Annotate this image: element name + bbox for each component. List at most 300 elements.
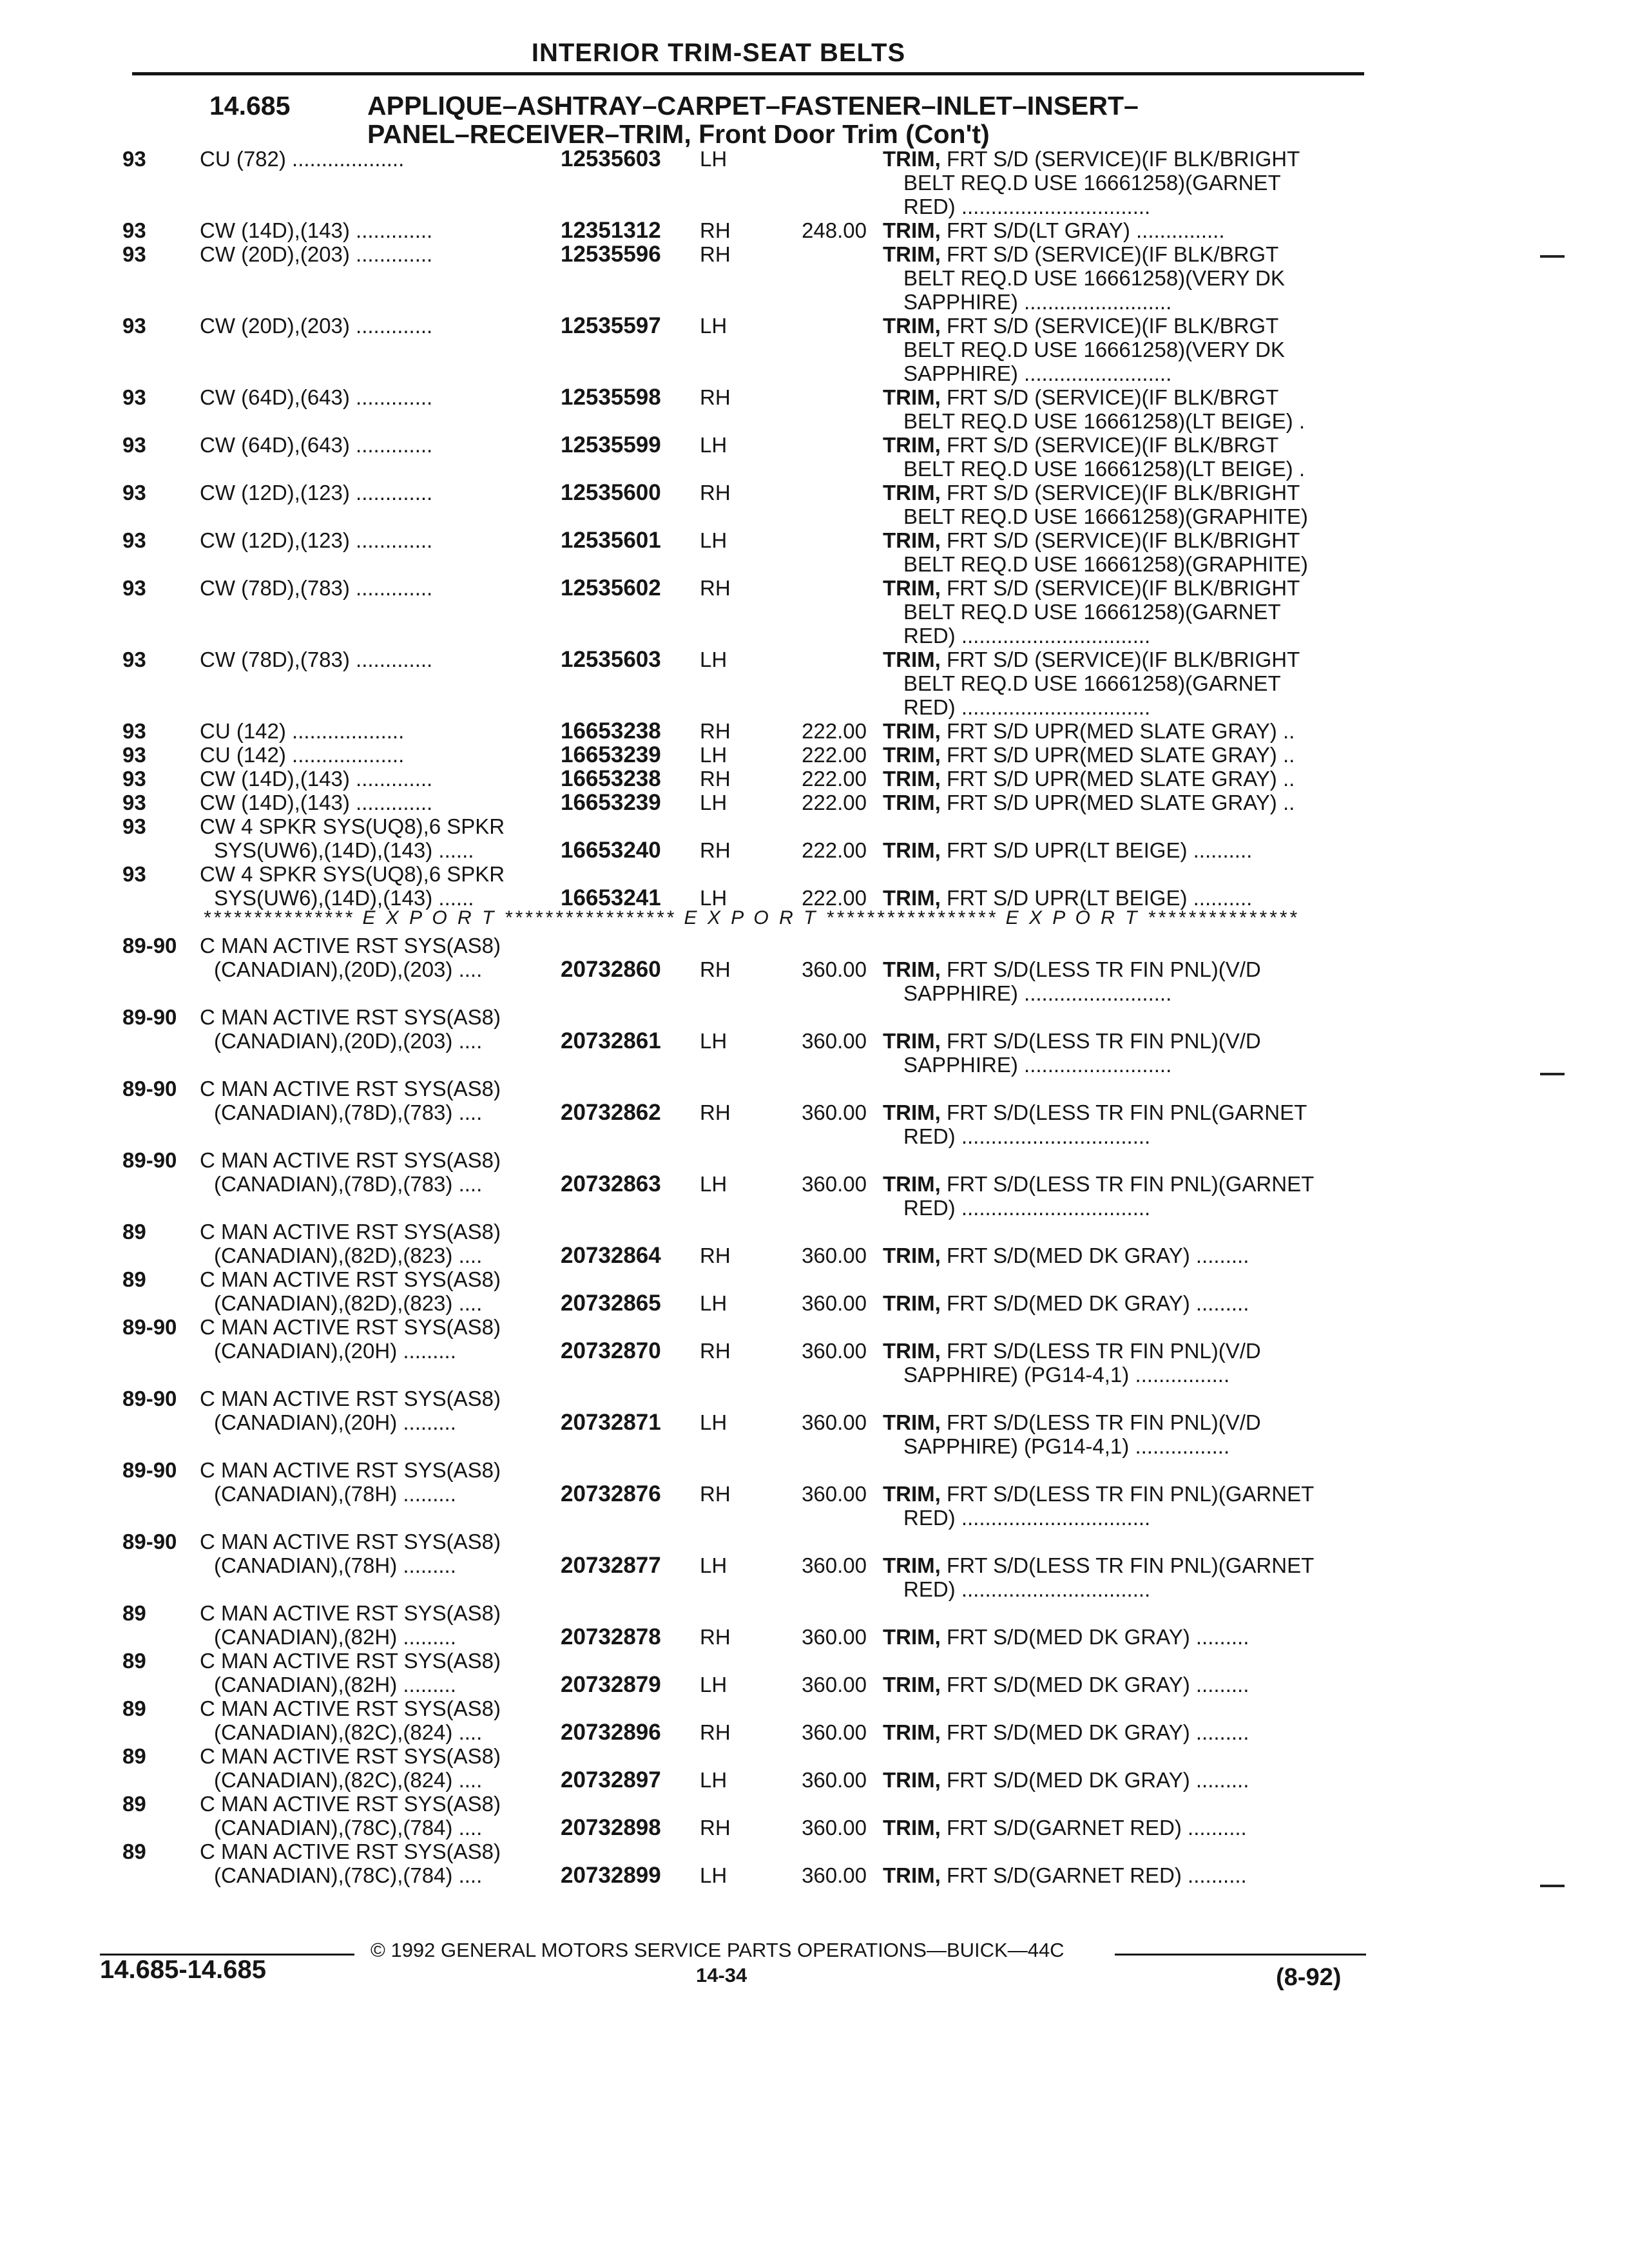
model-year: 89: [122, 1744, 146, 1768]
description-line: BELT REQ.D USE 16661258)(GARNET: [903, 171, 1281, 195]
application: [200, 1267, 561, 1315]
description-keyword: TRIM,: [883, 433, 941, 457]
part-number: 20732876: [561, 1481, 661, 1506]
side: RH: [700, 385, 731, 409]
application-line: CW (12D),(123) .............: [200, 528, 433, 552]
description-line: [883, 886, 1360, 910]
model-year: 89: [122, 1267, 146, 1291]
description-text: FRT S/D UPR(MED SLATE GRAY) ..: [947, 743, 1295, 767]
application: [200, 1649, 561, 1696]
application: [200, 481, 561, 505]
description: [883, 1768, 1360, 1792]
application: [200, 814, 561, 862]
application-line: (CANADIAN),(20H) .........: [214, 1410, 456, 1434]
application-line: CW (78D),(783) .............: [200, 648, 433, 671]
price: 360.00: [802, 1768, 867, 1792]
description-line: BELT REQ.D USE 16661258)(VERY DK: [903, 266, 1285, 290]
description-line: [883, 242, 1360, 266]
model-year: 93: [122, 743, 146, 767]
description-line: RED) ................................: [903, 195, 1151, 218]
description-line: [883, 1029, 1360, 1053]
side: LH: [700, 743, 728, 767]
description-line: [883, 385, 1360, 409]
description-line: [883, 1720, 1360, 1744]
model-year: 93: [122, 814, 146, 838]
model-year: 89-90: [122, 934, 177, 957]
side: RH: [700, 1720, 731, 1744]
side: LH: [700, 147, 728, 171]
description-keyword: TRIM,: [883, 648, 941, 671]
part-number: 20732897: [561, 1767, 661, 1792]
side: RH: [700, 1244, 731, 1267]
application: [200, 1387, 561, 1434]
description-line: [883, 1482, 1360, 1506]
description-text: FRT S/D (SERVICE)(IF BLK/BRGT: [947, 314, 1279, 338]
part-number: 20732877: [561, 1553, 661, 1578]
application: [200, 1530, 561, 1577]
model-year: 93: [122, 648, 146, 671]
description-line: [883, 838, 1360, 862]
description: [883, 719, 1360, 743]
application-line: C MAN ACTIVE RST SYS(AS8): [200, 1148, 501, 1172]
description-keyword: TRIM,: [883, 719, 941, 743]
side: RH: [700, 1100, 731, 1124]
application: [200, 242, 561, 266]
description: [883, 1291, 1360, 1315]
application: [200, 314, 561, 338]
section-title-line-1: APPLIQUE–ASHTRAY–CARPET–FASTENER–INLET–INSERT–: [367, 91, 1139, 120]
model-year: 89-90: [122, 1458, 177, 1482]
side: LH: [700, 648, 728, 671]
application-line: CW (20D),(203) .............: [200, 314, 433, 338]
part-number: 20732860: [561, 957, 661, 982]
application-line: C MAN ACTIVE RST SYS(AS8): [200, 1315, 501, 1339]
description-keyword: TRIM,: [883, 1625, 941, 1649]
side: LH: [700, 314, 728, 338]
side: RH: [700, 767, 731, 791]
description: [883, 1553, 1360, 1601]
description-text: FRT S/D(LESS TR FIN PNL)(GARNET: [947, 1172, 1315, 1196]
part-number: 20732863: [561, 1171, 661, 1196]
description-keyword: TRIM,: [883, 1244, 941, 1267]
side: LH: [700, 791, 728, 814]
application-line: C MAN ACTIVE RST SYS(AS8): [200, 1267, 501, 1291]
model-year: 93: [122, 791, 146, 814]
footer-rule-right: [1115, 1954, 1366, 1956]
part-number: 12535597: [561, 313, 661, 338]
application-line: C MAN ACTIVE RST SYS(AS8): [200, 1387, 501, 1410]
part-number: 12535602: [561, 575, 661, 601]
description: [883, 385, 1360, 433]
description-keyword: TRIM,: [883, 1673, 941, 1696]
side: RH: [700, 1339, 731, 1363]
description-line: [883, 1172, 1360, 1196]
description-line: BELT REQ.D USE 16661258)(GARNET: [903, 671, 1281, 695]
application: [200, 528, 561, 552]
footer-copyright: © 1992 GENERAL MOTORS SERVICE PARTS OPERATIONS—BUICK—44C: [371, 1939, 1065, 1961]
description-line: [883, 1291, 1360, 1315]
description-line: RED) ................................: [903, 695, 1151, 719]
part-number: 20732898: [561, 1815, 661, 1840]
application: [200, 767, 561, 791]
application-line: C MAN ACTIVE RST SYS(AS8): [200, 1792, 501, 1816]
model-year: 89: [122, 1840, 146, 1863]
application-line: C MAN ACTIVE RST SYS(AS8): [200, 1696, 501, 1720]
description: [883, 1673, 1360, 1696]
description-line: BELT REQ.D USE 16661258)(LT BEIGE) .: [903, 457, 1305, 481]
export-divider: *************** E X P O R T ***************** E X P O R T ***************** E X P O R T ***************: [203, 907, 1299, 928]
description-line: [883, 1410, 1360, 1434]
side: RH: [700, 1482, 731, 1506]
model-year: 93: [122, 242, 146, 266]
application-line: CW (14D),(143) .............: [200, 218, 433, 242]
application: [200, 433, 561, 457]
application: [200, 862, 561, 910]
description-keyword: TRIM,: [883, 1553, 941, 1577]
section-title: [367, 91, 1398, 148]
price: 360.00: [802, 1029, 867, 1053]
description-line: [883, 1816, 1360, 1840]
price: 360.00: [802, 1720, 867, 1744]
section-number: 14.685: [209, 91, 291, 120]
part-number: 16653238: [561, 718, 661, 744]
application-line: C MAN ACTIVE RST SYS(AS8): [200, 1530, 501, 1553]
description-line: RED) ................................: [903, 1124, 1151, 1148]
application-line: CW (14D),(143) .............: [200, 767, 433, 791]
application-line: (CANADIAN),(82D),(823) ....: [214, 1291, 483, 1315]
description-text: FRT S/D(MED DK GRAY) .........: [947, 1768, 1249, 1792]
application-line: (CANADIAN),(82H) .........: [214, 1625, 456, 1649]
part-number: 12535599: [561, 432, 661, 457]
description-text: FRT S/D(MED DK GRAY) .........: [947, 1625, 1249, 1649]
description-line: SAPPHIRE) .........................: [903, 361, 1172, 385]
description-text: FRT S/D(MED DK GRAY) .........: [947, 1720, 1249, 1744]
application: [200, 1220, 561, 1267]
description: [883, 1482, 1360, 1530]
description-line: [883, 719, 1360, 743]
side: RH: [700, 719, 731, 743]
description-keyword: TRIM,: [883, 1482, 941, 1506]
application-line: CW 4 SPKR SYS(UQ8),6 SPKR: [200, 862, 505, 886]
description: [883, 1863, 1360, 1887]
description-line: [883, 791, 1360, 814]
side: RH: [700, 218, 731, 242]
model-year: 89-90: [122, 1315, 177, 1339]
price: 222.00: [802, 719, 867, 743]
description-keyword: TRIM,: [883, 1863, 941, 1887]
application-line: (CANADIAN),(82C),(824) ....: [214, 1720, 483, 1744]
description-keyword: TRIM,: [883, 385, 941, 409]
description: [883, 1339, 1360, 1387]
side: LH: [700, 1863, 728, 1887]
application-line: CW (64D),(643) .............: [200, 433, 433, 457]
application-line: C MAN ACTIVE RST SYS(AS8): [200, 1458, 501, 1482]
description: [883, 1172, 1360, 1220]
application-line: CU (142) ...................: [200, 743, 405, 767]
description-line: RED) ................................: [903, 624, 1151, 648]
model-year: 93: [122, 719, 146, 743]
description-text: FRT S/D(MED DK GRAY) .........: [947, 1291, 1249, 1315]
application: [200, 218, 561, 242]
description-line: [883, 648, 1360, 671]
description-keyword: TRIM,: [883, 838, 941, 862]
description: [883, 1720, 1360, 1744]
description-line: [883, 1339, 1360, 1363]
description-keyword: TRIM,: [883, 242, 941, 266]
part-number: 12535596: [561, 242, 661, 267]
application: [200, 1005, 561, 1053]
model-year: 93: [122, 218, 146, 242]
price: 360.00: [802, 957, 867, 981]
description-keyword: TRIM,: [883, 218, 941, 242]
side: LH: [700, 433, 728, 457]
price: 360.00: [802, 1816, 867, 1840]
description-text: FRT S/D UPR(LT BEIGE) ..........: [947, 838, 1253, 862]
description-text: FRT S/D (SERVICE)(IF BLK/BRIGHT: [947, 528, 1300, 552]
price: 360.00: [802, 1482, 867, 1506]
description: [883, 576, 1360, 648]
application: [200, 1458, 561, 1506]
side: LH: [700, 1673, 728, 1696]
side: LH: [700, 528, 728, 552]
description-keyword: TRIM,: [883, 1100, 941, 1124]
description: [883, 791, 1360, 814]
description-line: [883, 314, 1360, 338]
part-number: 12535598: [561, 385, 661, 410]
description-text: FRT S/D(LESS TR FIN PNL(GARNET: [947, 1100, 1307, 1124]
price: 360.00: [802, 1673, 867, 1696]
price: 222.00: [802, 767, 867, 791]
model-year: 93: [122, 385, 146, 409]
price: 360.00: [802, 1172, 867, 1196]
application-line: C MAN ACTIVE RST SYS(AS8): [200, 1005, 501, 1029]
description-keyword: TRIM,: [883, 1339, 941, 1363]
application-line: CU (142) ...................: [200, 719, 405, 743]
application-line: C MAN ACTIVE RST SYS(AS8): [200, 1744, 501, 1768]
description-keyword: TRIM,: [883, 1816, 941, 1840]
description-text: FRT S/D (SERVICE)(IF BLK/BRIGHT: [947, 648, 1300, 671]
description: [883, 886, 1360, 910]
description-line: [883, 528, 1360, 552]
margin-mark: [1540, 1885, 1565, 1887]
application-line: SYS(UW6),(14D),(143) ......: [214, 886, 474, 910]
description-line: [883, 1768, 1360, 1792]
application: [200, 1077, 561, 1124]
description: [883, 957, 1360, 1005]
part-number: 16653239: [561, 790, 661, 815]
application-line: (CANADIAN),(20H) .........: [214, 1339, 456, 1363]
application-line: (CANADIAN),(20D),(203) ....: [214, 1029, 483, 1053]
description-keyword: TRIM,: [883, 791, 941, 814]
price: 360.00: [802, 1553, 867, 1577]
part-number: 16653238: [561, 766, 661, 791]
application-line: (CANADIAN),(78D),(783) ....: [214, 1172, 483, 1196]
part-number: 20732899: [561, 1863, 661, 1888]
description-text: FRT S/D(LESS TR FIN PNL)(V/D: [947, 1029, 1261, 1053]
description: [883, 147, 1360, 218]
part-number: 16653239: [561, 742, 661, 767]
model-year: 93: [122, 767, 146, 791]
side: RH: [700, 576, 731, 600]
model-year: 93: [122, 147, 146, 171]
part-number: 12535601: [561, 528, 661, 553]
application-line: CW (20D),(203) .............: [200, 242, 433, 266]
description-keyword: TRIM,: [883, 1172, 941, 1196]
application-line: CW (14D),(143) .............: [200, 791, 433, 814]
description: [883, 767, 1360, 791]
description-text: FRT S/D (SERVICE)(IF BLK/BRGT: [947, 433, 1279, 457]
description: [883, 1410, 1360, 1458]
description: [883, 218, 1360, 242]
application: [200, 1601, 561, 1649]
side: LH: [700, 1291, 728, 1315]
application: [200, 648, 561, 671]
price: 360.00: [802, 1291, 867, 1315]
header-rule: [132, 72, 1364, 75]
description-line: BELT REQ.D USE 16661258)(LT BEIGE) .: [903, 409, 1305, 433]
application: [200, 1744, 561, 1792]
application-line: CU (782) ...................: [200, 147, 405, 171]
side: RH: [700, 1625, 731, 1649]
application-line: (CANADIAN),(82H) .........: [214, 1673, 456, 1696]
description: [883, 1244, 1360, 1267]
application-line: CW 4 SPKR SYS(UQ8),6 SPKR: [200, 814, 505, 838]
description-line: SAPPHIRE) .........................: [903, 290, 1172, 314]
part-number: 12535600: [561, 480, 661, 505]
description-line: BELT REQ.D USE 16661258)(GRAPHITE): [903, 505, 1308, 528]
description-text: FRT S/D(LESS TR FIN PNL)(V/D: [947, 1410, 1261, 1434]
description-line: [883, 147, 1360, 171]
description: [883, 528, 1360, 576]
application-line: C MAN ACTIVE RST SYS(AS8): [200, 1840, 501, 1863]
footer-revision-date: (8-92): [1276, 1964, 1342, 1991]
description-keyword: TRIM,: [883, 957, 941, 981]
application: [200, 1315, 561, 1363]
application: [200, 1148, 561, 1196]
application-line: (CANADIAN),(82C),(824) ....: [214, 1768, 483, 1792]
price: 360.00: [802, 1410, 867, 1434]
model-year: 93: [122, 862, 146, 886]
description-line: [883, 481, 1360, 505]
model-year: 89-90: [122, 1148, 177, 1172]
model-year: 93: [122, 576, 146, 600]
description-keyword: TRIM,: [883, 481, 941, 505]
description-line: RED) ................................: [903, 1196, 1151, 1220]
application: [200, 791, 561, 814]
model-year: 89: [122, 1792, 146, 1816]
description-line: [883, 218, 1360, 242]
description-line: SAPPHIRE) .........................: [903, 1053, 1172, 1077]
application-line: (CANADIAN),(78C),(784) ....: [214, 1863, 483, 1887]
description-text: FRT S/D(MED DK GRAY) .........: [947, 1673, 1249, 1696]
part-number: 20732865: [561, 1291, 661, 1316]
description-text: FRT S/D UPR(MED SLATE GRAY) ..: [947, 767, 1295, 791]
description-line: [883, 576, 1360, 600]
description: [883, 481, 1360, 528]
model-year: 89-90: [122, 1530, 177, 1553]
application-line: (CANADIAN),(78H) .........: [214, 1553, 456, 1577]
description-keyword: TRIM,: [883, 147, 941, 171]
part-number: 12351312: [561, 218, 661, 243]
application: [200, 934, 561, 981]
description-keyword: TRIM,: [883, 1291, 941, 1315]
description-text: FRT S/D(LESS TR FIN PNL)(GARNET: [947, 1482, 1315, 1506]
model-year: 93: [122, 433, 146, 457]
part-number: 12535603: [561, 647, 661, 672]
description-line: [883, 1244, 1360, 1267]
part-number: 16653240: [561, 838, 661, 863]
description: [883, 1625, 1360, 1649]
description-line: SAPPHIRE) (PG14-4,1) ................: [903, 1363, 1230, 1387]
price: 360.00: [802, 1625, 867, 1649]
description-line: BELT REQ.D USE 16661258)(GARNET: [903, 600, 1281, 624]
part-number: 20732879: [561, 1672, 661, 1697]
price: 248.00: [802, 218, 867, 242]
description: [883, 433, 1360, 481]
application: [200, 743, 561, 767]
page-title: INTERIOR TRIM-SEAT BELTS: [531, 39, 906, 67]
description-keyword: TRIM,: [883, 1029, 941, 1053]
description-text: FRT S/D (SERVICE)(IF BLK/BRIGHT: [947, 147, 1300, 171]
model-year: 93: [122, 314, 146, 338]
application-line: CW (12D),(123) .............: [200, 481, 433, 505]
description-line: [883, 1100, 1360, 1124]
part-number: 20732896: [561, 1720, 661, 1745]
application-line: C MAN ACTIVE RST SYS(AS8): [200, 1649, 501, 1673]
part-number: 20732861: [561, 1028, 661, 1053]
application: [200, 1792, 561, 1840]
model-year: 89: [122, 1601, 146, 1625]
price: 222.00: [802, 886, 867, 910]
side: RH: [700, 1816, 731, 1840]
description-line: SAPPHIRE) .........................: [903, 981, 1172, 1005]
description-line: RED) ................................: [903, 1577, 1151, 1601]
description: [883, 838, 1360, 862]
description-line: RED) ................................: [903, 1506, 1151, 1530]
description-text: FRT S/D UPR(MED SLATE GRAY) ..: [947, 791, 1295, 814]
description-keyword: TRIM,: [883, 1720, 941, 1744]
footer-section-range: 14.685-14.685: [100, 1956, 267, 1984]
model-year: 89: [122, 1649, 146, 1673]
price: 222.00: [802, 743, 867, 767]
description-keyword: TRIM,: [883, 743, 941, 767]
description-text: FRT S/D(GARNET RED) ..........: [947, 1863, 1247, 1887]
description-keyword: TRIM,: [883, 576, 941, 600]
application-line: C MAN ACTIVE RST SYS(AS8): [200, 1601, 501, 1625]
description-text: FRT S/D UPR(LT BEIGE) ..........: [947, 886, 1253, 910]
description: [883, 1100, 1360, 1148]
description-text: FRT S/D(MED DK GRAY) .........: [947, 1244, 1249, 1267]
side: LH: [700, 886, 728, 910]
description-keyword: TRIM,: [883, 1768, 941, 1792]
price: 360.00: [802, 1100, 867, 1124]
application-line: C MAN ACTIVE RST SYS(AS8): [200, 934, 501, 957]
description-line: [883, 1863, 1360, 1887]
price: 360.00: [802, 1339, 867, 1363]
description-keyword: TRIM,: [883, 886, 941, 910]
side: LH: [700, 1553, 728, 1577]
description-text: FRT S/D UPR(MED SLATE GRAY) ..: [947, 719, 1295, 743]
description-keyword: TRIM,: [883, 314, 941, 338]
section-title-line-2: PANEL–RECEIVER–TRIM, Front Door Trim (Con't): [367, 119, 990, 149]
application: [200, 1840, 561, 1887]
application-line: CW (64D),(643) .............: [200, 385, 433, 409]
model-year: 93: [122, 528, 146, 552]
description-line: [883, 433, 1360, 457]
description-keyword: TRIM,: [883, 528, 941, 552]
description-line: [883, 1553, 1360, 1577]
application: [200, 1696, 561, 1744]
